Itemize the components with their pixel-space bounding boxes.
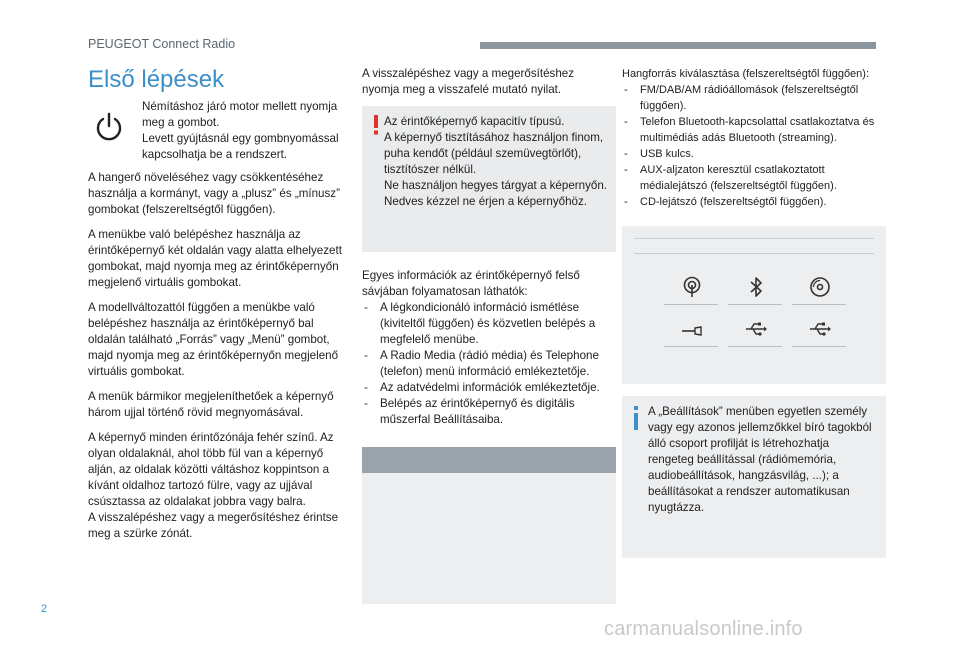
page-number: 2: [41, 603, 48, 615]
power-line: Levett gyújtásnál egy gombnyomással kapcsolhatja be a rendszert.: [142, 132, 339, 161]
paragraph: A visszalépéshez vagy a megerősítéshez nyomja meg a visszafelé mutató nyilat.: [362, 67, 575, 96]
power-line: Némításhoz járó motor mellett nyomja meg a gombot.: [142, 100, 338, 129]
power-description: [142, 99, 347, 163]
list-item: - A Radio Media (rádió média) és Telephone (telefon) menü információ emlékeztetője.: [362, 348, 618, 380]
status-bar-info: [362, 268, 618, 428]
info-icon: [632, 406, 640, 430]
panel-top-band: [634, 238, 874, 254]
list-item: - Az adatvédelmi információk emlékeztetője.: [362, 380, 618, 396]
warning-icon: [372, 115, 380, 135]
info-text: A „Beállítások” menüben egyetlen személy vagy egy azonos jellemzőkkel bíró tagokból álló csoport profilját is létrehozhatja rengeteg beállítással (rádiómemória, audiobeállítások, hangzásvilág, ...); a beállításokat a rendszer automatikusan nyugtázza.: [648, 405, 872, 514]
list-item: - Belépés az érintőképernyő és digitális műszerfal Beállításaiba.: [362, 396, 618, 428]
warning-line: Az érintőképernyő kapacitív típusú.: [384, 115, 565, 128]
list-item: - AUX-aljzaton keresztül csatlakoztatott médialejátszó (felszereltségtől függően).: [622, 162, 887, 194]
cd-icon: [809, 276, 831, 298]
paragraph: A képernyő minden érintőzónája fehér színű. Az olyan oldalaknál, ahol több fül van a képernyő alján, az oldalak közötti váltáshoz koppintson a kívánt oldalhoz tartozó fülre, vagy az ujjával csúsztassa az oldalakat jobbra vagy balra.: [88, 431, 334, 508]
aux-icon: [681, 318, 703, 340]
page-title: Első lépések: [88, 66, 225, 93]
power-icon: [95, 112, 123, 142]
warning-line: A képernyő tisztításához használjon finom, puha kendőt (például szemüvegtörlőt), tisztítószer nélkül.: [384, 131, 604, 176]
screenshot-placeholder: [362, 447, 616, 604]
paragraph: A menükbe való belépéshez használja az érintőképernyő két oldalán vagy alatta elhelyezett gombokat, majd nyomja meg az érintőképernyőn megjelenő virtuális gombokat.: [88, 228, 342, 289]
running-header: PEUGEOT Connect Radio: [88, 37, 236, 51]
paragraph: A visszalépéshez vagy a megerősítéshez érintse meg a szürke zónát.: [88, 511, 339, 540]
column-right: [622, 66, 887, 210]
watermark: carmanualsonline.info: [604, 618, 803, 640]
source-radio[interactable]: [664, 276, 718, 305]
list-item: - USB kulcs.: [622, 146, 887, 162]
source-aux[interactable]: [664, 318, 718, 347]
column-middle-intro: [362, 66, 614, 107]
column-left: [88, 170, 346, 551]
warning-box: [362, 106, 616, 252]
media-source-panel: [622, 226, 886, 384]
source-usb[interactable]: [728, 318, 782, 347]
status-intro: Egyes információk az érintőképernyő felső sávjában folyamatosan láthatók:: [362, 269, 580, 298]
paragraph: A hangerő növeléséhez vagy csökkentéséhez használja a kormányt, vagy a „plusz” és „mínusz” gombokat (felszereltségtől függően).: [88, 171, 340, 216]
list-item: - CD-lejátszó (felszereltségtől függően).: [622, 194, 887, 210]
warning-line: Nedves kézzel ne érjen a képernyőhöz.: [384, 195, 588, 208]
list-item: - Telefon Bluetooth-kapcsolattal csatlakoztatva és multimédiás adás Bluetooth (streaming).: [622, 114, 887, 146]
list-item: - A légkondicionáló információ ismétlése (kiviteltől függően) és közvetlen belépés a megfelelő menübe.: [362, 300, 618, 348]
list-item: - FM/DAB/AM rádióállomások (felszereltségtől függően).: [622, 82, 887, 114]
source-usb-2[interactable]: [792, 318, 846, 347]
bluetooth-icon: [745, 276, 767, 298]
status-list: [362, 300, 618, 428]
header-bar: [480, 42, 876, 49]
paragraph: A menük bármikor megjeleníthetőek a képernyő három ujjal történő rövid megnyomásával.: [88, 390, 334, 419]
source-bluetooth[interactable]: [728, 276, 782, 305]
warning-text: [384, 114, 610, 210]
source-intro: Hangforrás kiválasztása (felszereltségtől függően):: [622, 68, 870, 80]
source-cd[interactable]: [792, 276, 846, 305]
usb-icon: [809, 318, 831, 340]
info-box: [622, 396, 886, 558]
screenshot-header-bar: [362, 447, 616, 473]
warning-line: Ne használjon hegyes tárgyat a képernyőn.: [384, 179, 607, 192]
paragraph: A modellváltozattól függően a menükbe való belépéshez használja az érintőképernyő bal oldalán található „Forrás” vagy „Menü” gombot, majd nyomja meg az érintőképernyőn megjelenő virtuális gombokat.: [88, 301, 339, 378]
source-list: [622, 82, 887, 210]
usb-icon: [745, 318, 767, 340]
radio-icon: [681, 276, 703, 298]
